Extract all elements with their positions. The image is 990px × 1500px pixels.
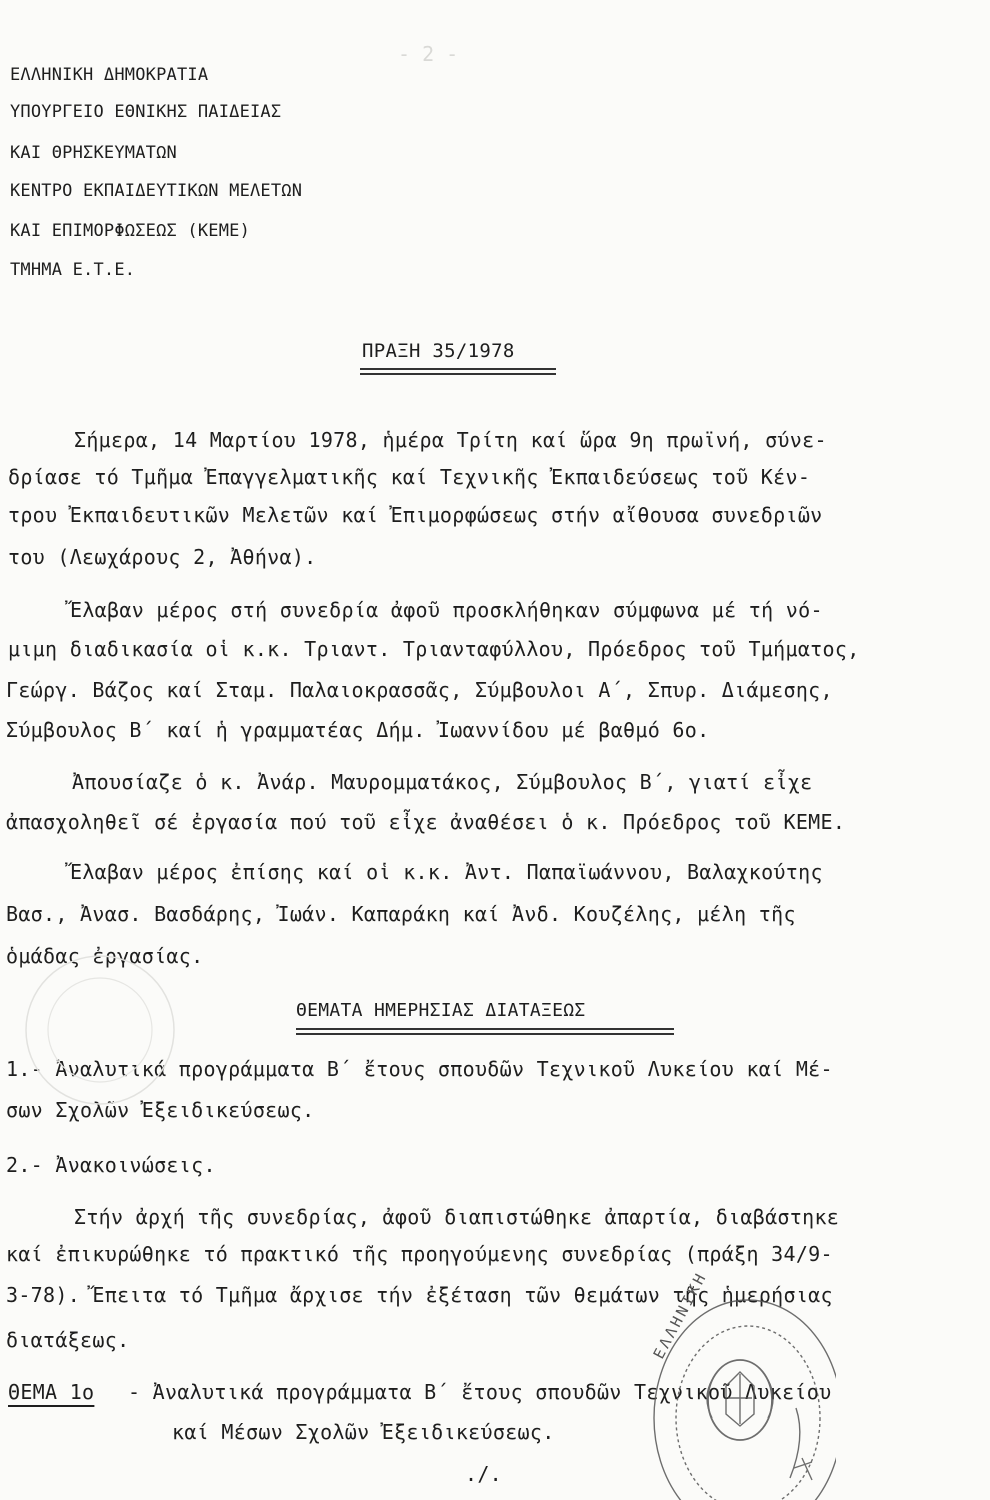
text-line: μιμη διαδικασία οἱ κ.κ. Τριαντ. Τριανταφύλλου, Πρόεδρος τοῦ Τμήματος,	[8, 637, 860, 661]
text-line: Σήμερα, 14 Μαρτίου 1978, ἡμέρα Τρίτη καί ὥρα 9η πρωϊνή, σύνε-	[74, 428, 827, 452]
text-line: Στήν ἀρχή τῆς συνεδρίας, ἀφοῦ διαπιστώθηκε ἀπαρτία, διαβάστηκε	[74, 1205, 840, 1229]
text-line: ὁμάδας ἐργασίας.	[6, 944, 204, 968]
letterhead-line: ΚΑΙ ΘΡΗΣΚΕΥΜΑΤΩΝ	[10, 143, 177, 163]
theme-title-line: καί Μέσων Σχολῶν Ἐξειδικεύσεως.	[172, 1420, 555, 1444]
text-line: καί ἐπικυρώθηκε τό πρακτικό τῆς προηγούμενης συνεδρίας (πράξη 34/9-	[6, 1242, 833, 1266]
letterhead-line: ΚΕΝΤΡΟ ΕΚΠΑΙΔΕΥΤΙΚΩΝ ΜΕΛΕΤΩΝ	[10, 181, 303, 201]
text-line: Ἀπουσίαζε ὁ κ. Ἀνάρ. Μαυρομματάκος, Σύμβουλος Β΄, γιατί εἶχε	[72, 770, 813, 794]
seal-text: ΕΛΛΗΝΙΚΗ	[649, 1268, 711, 1362]
letterhead-line: ΚΑΙ ΕΠΙΜΟΡΦΩΣΕΩΣ (ΚΕΜΕ)	[10, 221, 251, 241]
text-line: 3-78). Ἔπειτα τό Τμῆμα ἄρχισε τήν ἐξέταση τῶν θεμάτων τῆς ἡμερήσιας	[6, 1283, 833, 1307]
text-line: Ἔλαβαν μέρος στή συνεδρία ἀφοῦ προσκλήθηκαν σύμφωνα μέ τή νό-	[70, 598, 823, 622]
theme-label: ΘΕΜΑ 1ο	[8, 1380, 95, 1404]
agenda-item: 1.- Ἀναλυτικά προγράμματα Β΄ ἔτους σπουδῶν Τεχνικοῦ Λυκείου καί Μέ-	[6, 1057, 833, 1081]
theme-title-line: - Ἀναλυτικά προγράμματα Β΄ ἔτους σπουδῶν Τεχνικοῦ Λυκείου	[128, 1380, 832, 1404]
letterhead-line: ΥΠΟΥΡΓΕΙΟ ΕΘΝΙΚΗΣ ΠΑΙΔΕΙΑΣ	[10, 102, 282, 122]
agenda-heading: ΘΕΜΑΤΑ ΗΜΕΡΗΣΙΑΣ ΔΙΑΤΑΞΕΩΣ	[296, 1000, 586, 1021]
text-line: τρου Ἐκπαιδευτικῶν Μελετῶν καί Ἐπιμορφώσεως στήν αἴθουσα συνεδριῶν	[8, 503, 823, 527]
agenda-item: σων Σχολῶν Ἐξειδικεύσεως.	[6, 1098, 315, 1122]
text-line: Βασ., Ἀνασ. Βασδάρης, Ἰωάν. Καπαράκη καί Ἀνδ. Κουζέλης, μέλη τῆς	[6, 902, 796, 926]
official-seal-stamp	[636, 1268, 836, 1500]
page-number: - 2 -	[398, 42, 459, 66]
continuation-mark: ./.	[465, 1462, 503, 1486]
bleed-through-seal-icon	[20, 950, 180, 1110]
document-title: ΠΡΑΞΗ 35/1978	[362, 340, 515, 362]
letterhead-line: ΕΛΛΗΝΙΚΗ ΔΗΜΟΚΡΑΤΙΑ	[10, 65, 209, 85]
text-line: Ἔλαβαν μέρος ἐπίσης καί οἱ κ.κ. Ἀντ. Παπαϊωάννου, Βαλαχκούτης	[70, 860, 823, 884]
agenda-item: 2.- Ἀνακοινώσεις.	[6, 1153, 216, 1177]
text-line: Γεώργ. Βάζος καί Σταμ. Παλαιοκρασσᾶς, Σύμβουλοι Α΄, Σπυρ. Διάμεσης,	[6, 678, 833, 702]
text-line: δρίασε τό Τμῆμα Ἐπαγγελματικῆς καί Τεχνικῆς Ἐκπαιδεύσεως τοῦ Κέν-	[8, 465, 811, 489]
text-line: ἀπασχοληθεῖ σέ ἐργασία πού τοῦ εἶχε ἀναθέσει ὁ κ. Πρόεδρος τοῦ ΚΕΜΕ.	[6, 810, 846, 834]
title-underline	[360, 368, 556, 375]
text-line: διατάξεως.	[6, 1328, 130, 1352]
text-line: Σύμβουλος Β΄ καί ἡ γραμματέας Δήμ. Ἰωαννίδου μέ βαθμό 6ο.	[6, 718, 710, 742]
letterhead-line: ΤΜΗΜΑ Ε.Τ.Ε.	[10, 260, 136, 280]
text-line: του (Λεωχάρους 2, Ἀθήνα).	[8, 545, 317, 569]
agenda-heading-underline	[296, 1028, 674, 1035]
